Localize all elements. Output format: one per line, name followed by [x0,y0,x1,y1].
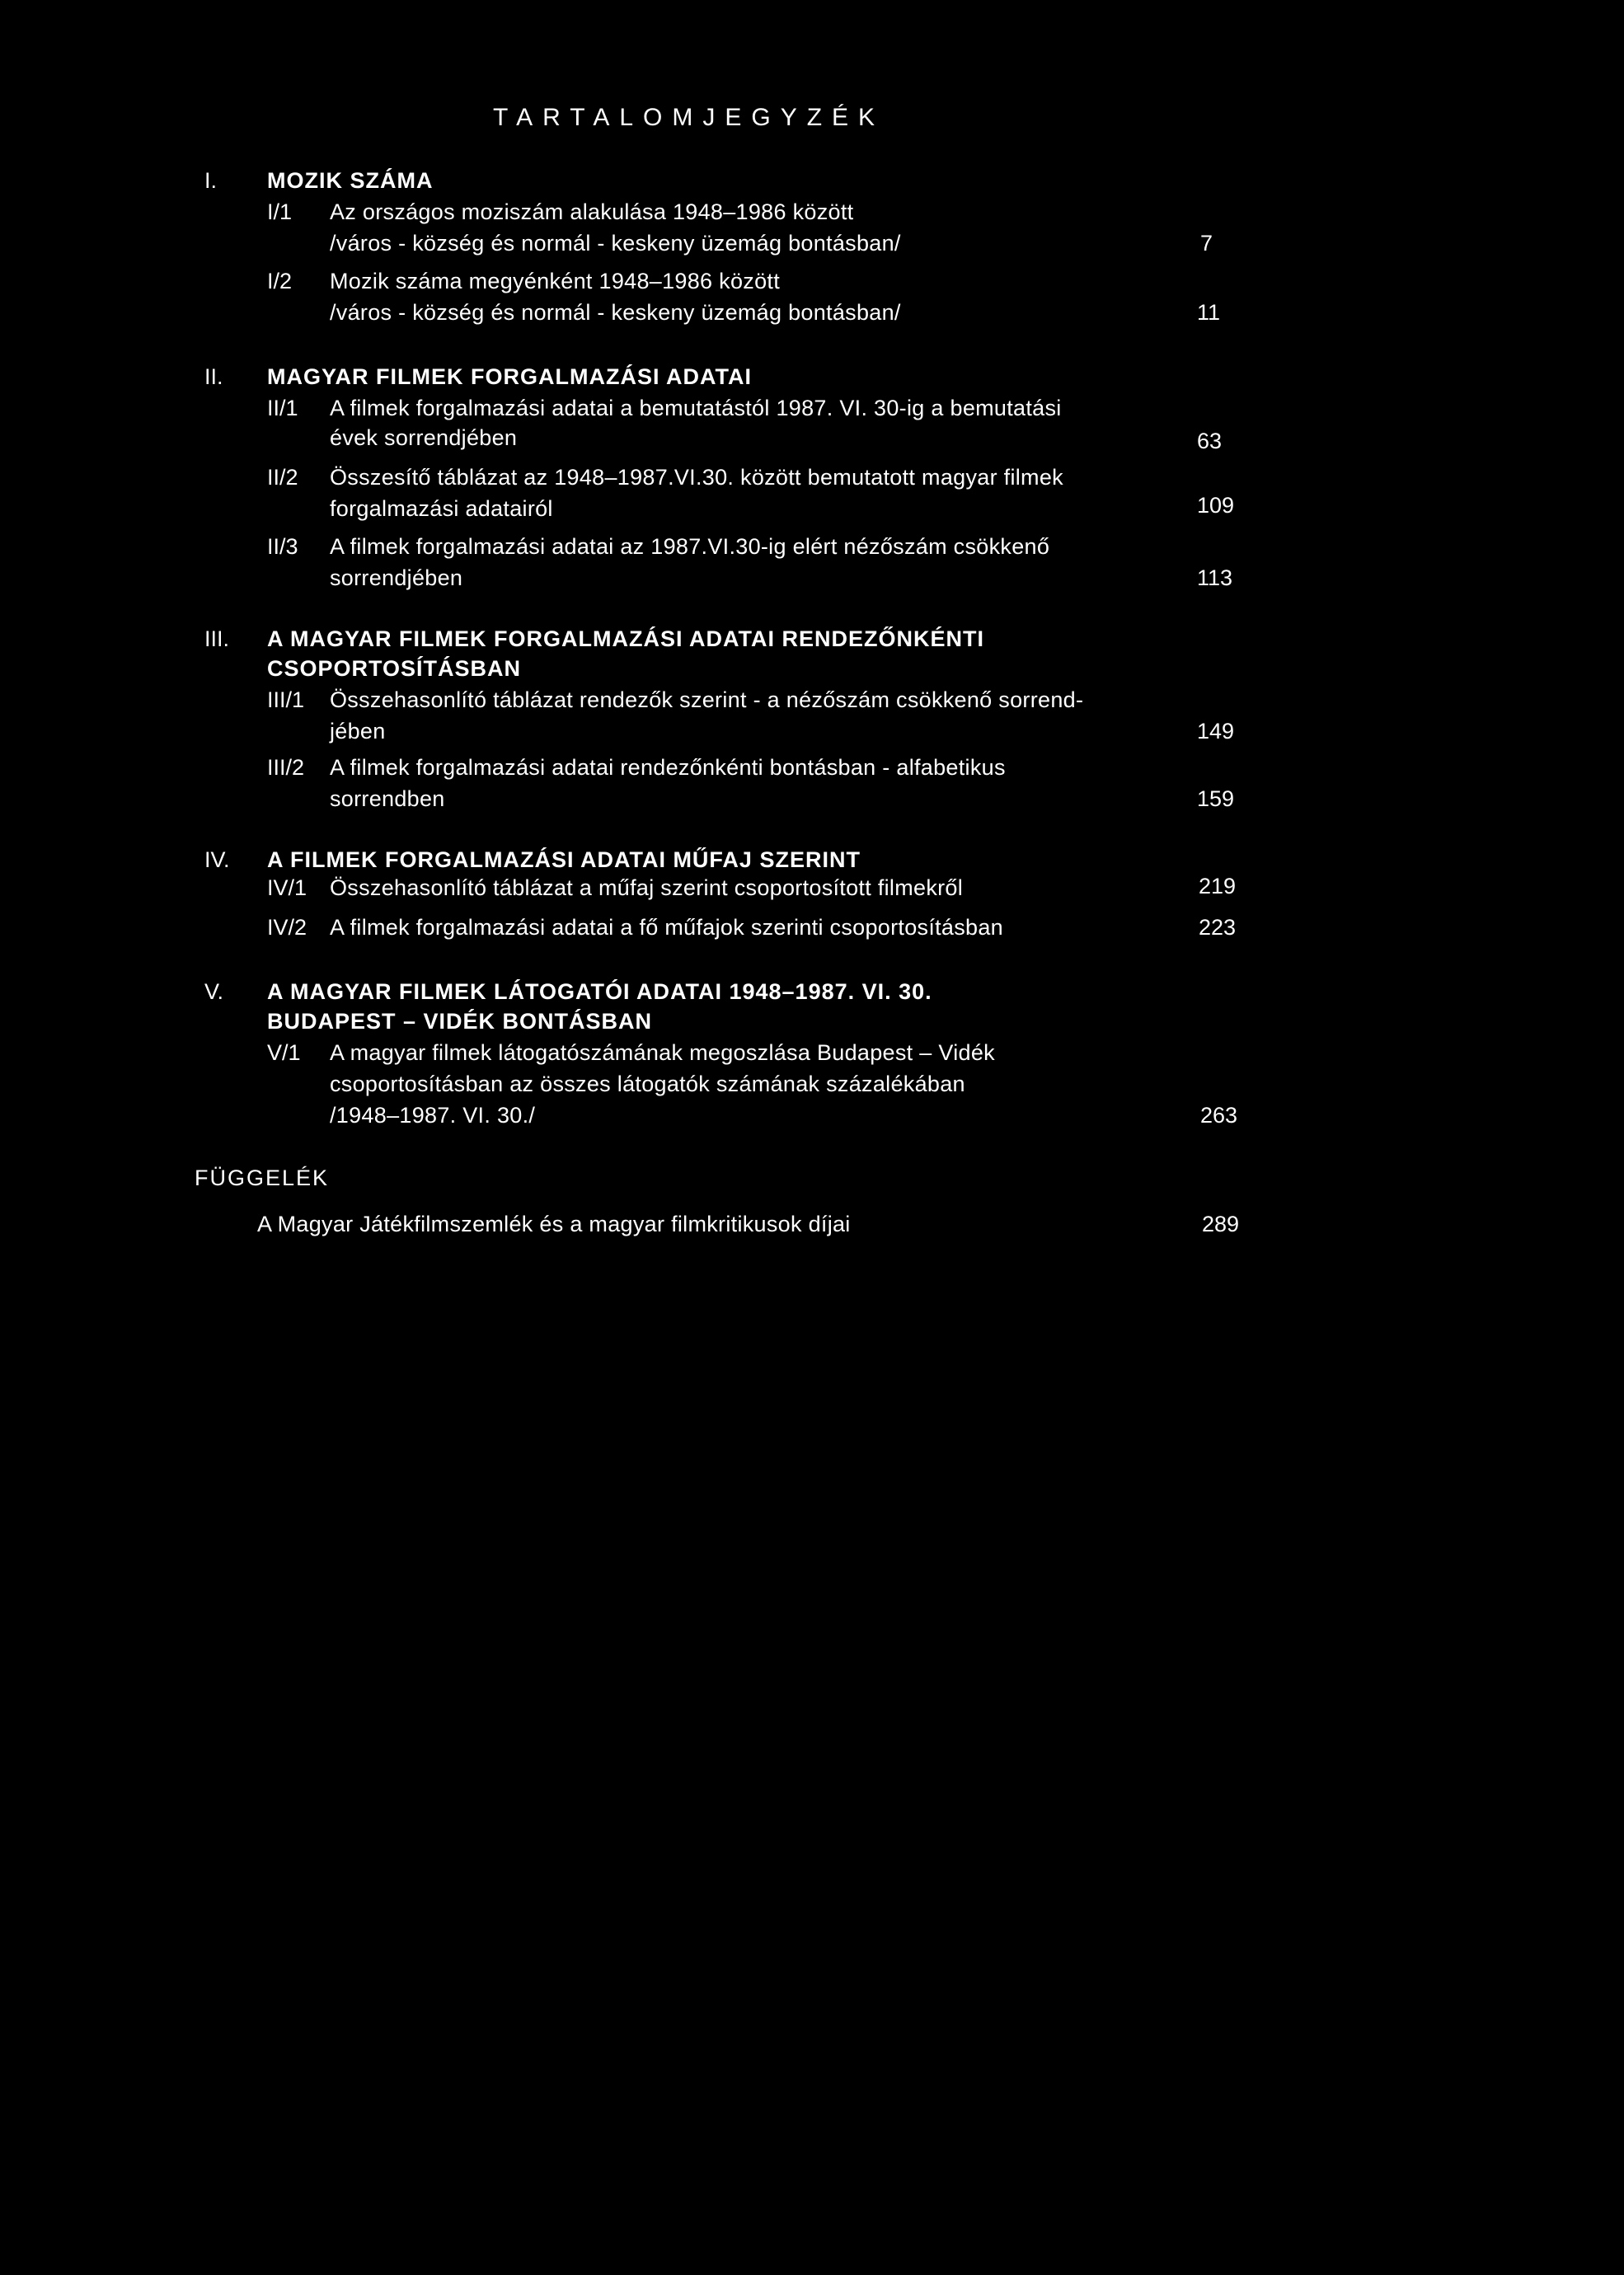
entry-code: V/1 [267,1040,301,1065]
entry-line: /város - község és normál - keskeny üzemág bontásban/ [330,300,901,325]
entry-code: III/2 [267,755,305,780]
entry-line: A filmek forgalmazási adatai a bemutatástól 1987. VI. 30-ig a bemutatási [330,396,1062,420]
page-number: 113 [1197,565,1233,590]
entry-line: jében [330,719,386,743]
page-number: 109 [1197,493,1235,518]
section-heading: A MAGYAR FILMEK LÁTOGATÓI ADATAI 1948–1987. VI. 30. [267,979,932,1004]
entry-line: Összesítő táblázat az 1948–1987.VI.30. között bemutatott magyar filmek [330,465,1063,490]
page-number: 219 [1199,874,1237,898]
section-number: V. [204,979,224,1004]
entry-line: Mozik száma megyénként 1948–1986 között [330,269,781,293]
page-number: 7 [1200,231,1213,256]
entry-line: évek sorrendjében [330,425,518,450]
page-number: 159 [1197,786,1235,811]
section-heading: A FILMEK FORGALMAZÁSI ADATAI MŰFAJ SZERINT [267,847,861,872]
appendix-entry: A Magyar Játékfilmszemlék és a magyar filmkritikusok díjai [257,1212,851,1236]
entry-code: II/2 [267,465,298,490]
section-heading: A MAGYAR FILMEK FORGALMAZÁSI ADATAI RENDEZŐNKÉNTI [267,626,984,651]
section-number: II. [204,364,223,389]
page-number: 263 [1200,1103,1238,1128]
appendix-heading: FÜGGELÉK [195,1166,330,1190]
entry-line: /város - község és normál - keskeny üzemág bontásban/ [330,231,901,256]
entry-line: csoportosításban az összes látogatók számának százalékában [330,1072,965,1096]
section-heading: MAGYAR FILMEK FORGALMAZÁSI ADATAI [267,364,752,389]
entry-code: II/1 [267,396,298,420]
entry-line: Az országos moziszám alakulása 1948–1986 között [330,199,854,224]
entry-line: /1948–1987. VI. 30./ [330,1103,536,1128]
entry-code: IV/2 [267,915,307,940]
page-number: 223 [1199,915,1237,940]
entry-line: A magyar filmek látogatószámának megoszlása Budapest – Vidék [330,1040,995,1065]
page-number: 63 [1197,429,1223,453]
entry-line: forgalmazási adatairól [330,496,553,521]
page-title: TARTALOMJEGYZÉK [493,104,885,131]
entry-line: Összehasonlító táblázat a műfaj szerint csoportosított filmekről [330,875,964,900]
section-number: I. [204,168,218,193]
entry-line: A filmek forgalmazási adatai rendezőnkénti bontásban - alfabetikus [330,755,1006,780]
entry-line: Összehasonlító táblázat rendezők szerint - a nézőszám csökkenő sorrend- [330,687,1084,712]
entry-code: II/3 [267,534,298,559]
entry-code: III/1 [267,687,305,712]
entry-line: A filmek forgalmazási adatai az 1987.VI.30-ig elért nézőszám csökkenő [330,534,1050,559]
page-number: 11 [1197,300,1221,325]
page-number: 289 [1202,1212,1240,1236]
section-number: III. [204,626,230,651]
section-heading: MOZIK SZÁMA [267,168,434,193]
entry-code: IV/1 [267,875,307,900]
section-number: IV. [204,847,230,872]
page-number: 149 [1197,719,1235,743]
entry-line: sorrendben [330,786,445,811]
entry-line: sorrendjében [330,565,463,590]
entry-line: A filmek forgalmazási adatai a fő műfajok szerinti csoportosításban [330,915,1003,940]
entry-code: I/2 [267,269,293,293]
entry-code: I/1 [267,199,293,224]
section-heading: BUDAPEST – VIDÉK BONTÁSBAN [267,1009,653,1034]
section-heading: CSOPORTOSÍTÁSBAN [267,656,522,681]
